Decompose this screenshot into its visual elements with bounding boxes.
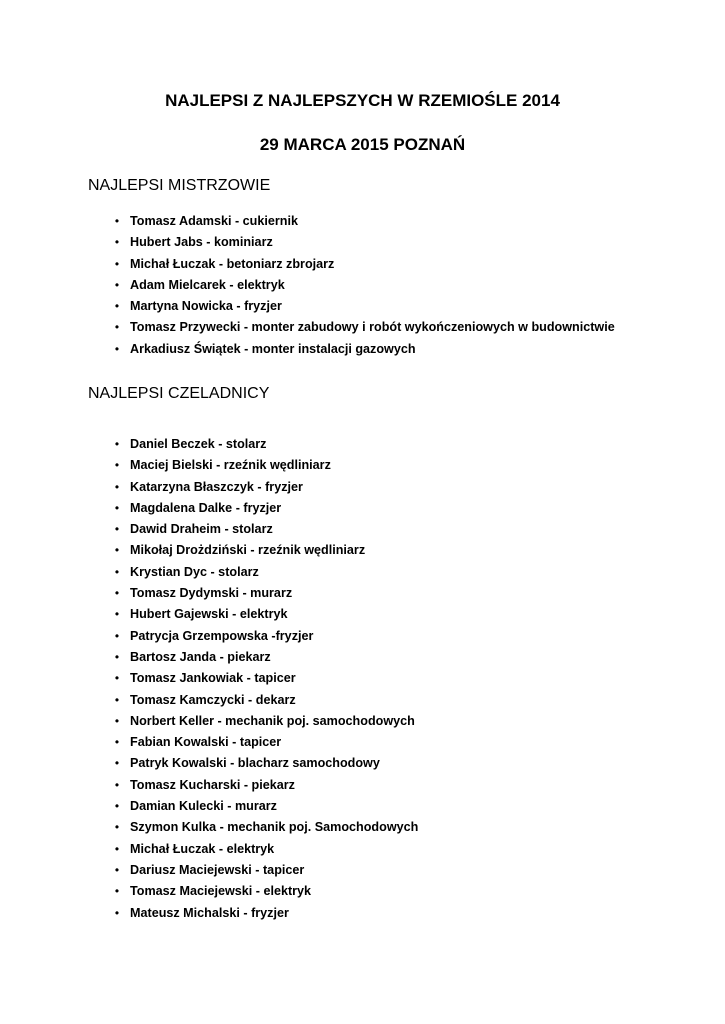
list-item-text: Hubert Gajewski - elektryk — [130, 607, 288, 622]
list-item — [112, 626, 418, 647]
list-item-text: Norbert Keller - mechanik poj. samochodowych — [130, 713, 415, 728]
list-item — [112, 498, 418, 519]
list-item — [112, 647, 418, 668]
bullet-icon: • — [114, 777, 120, 792]
list-item — [112, 881, 418, 902]
list-item-text: Dawid Draheim - stolarz — [130, 522, 273, 537]
list-item — [112, 860, 418, 881]
bullet-icon: • — [114, 214, 120, 228]
czeladnicy-list — [112, 434, 418, 924]
list-item — [112, 604, 418, 625]
list-item-text: Magdalena Dalke - fryzjer — [130, 500, 282, 515]
list-item — [112, 232, 615, 253]
bullet-icon: • — [114, 713, 120, 728]
bullet-icon: • — [114, 628, 120, 643]
bullet-icon: • — [114, 649, 120, 664]
bullet-icon: • — [114, 841, 120, 856]
list-item — [112, 732, 418, 753]
bullet-icon: • — [114, 607, 120, 622]
list-item — [112, 540, 418, 561]
list-item-text: Krystian Dyc - stolarz — [130, 564, 259, 579]
list-item — [112, 211, 615, 232]
list-item — [112, 583, 418, 604]
list-item-text: Tomasz Przywecki - monter zabudowy i robót wykończeniowych w budownictwie — [130, 320, 615, 335]
list-item-text: Damian Kulecki - murarz — [130, 799, 277, 814]
bullet-icon: • — [114, 341, 120, 356]
page-subtitle-date-location: 29 MARCA 2015 POZNAŃ — [259, 135, 466, 154]
list-item-text: Maciej Bielski - rzeźnik wędliniarz — [130, 458, 331, 473]
list-item-text: Tomasz Dydymski - murarz — [130, 586, 293, 601]
list-item-text: Adam Mielcarek - elektryk — [130, 277, 285, 292]
list-item-text: Daniel Beczek - stolarz — [130, 437, 267, 451]
list-item — [112, 339, 615, 360]
bullet-icon: • — [114, 500, 120, 515]
list-item-text: Tomasz Jankowiak - tapicer — [130, 671, 296, 686]
list-item — [112, 903, 418, 924]
section-heading-czeladnicy: NAJLEPSI CZELADNICY — [88, 385, 270, 402]
list-item — [112, 254, 615, 275]
list-item — [112, 434, 418, 455]
list-item-text: Tomasz Maciejewski - elektryk — [130, 884, 312, 899]
list-item-text: Mikołaj Drożdziński - rzeźnik wędliniarz — [130, 543, 366, 558]
list-item-text: Dariusz Maciejewski - tapicer — [130, 862, 305, 877]
list-item-text: Tomasz Kamczycki - dekarz — [130, 692, 296, 707]
bullet-icon: • — [114, 905, 120, 920]
bullet-icon: • — [114, 277, 120, 292]
section-heading-mistrzowie: NAJLEPSI MISTRZOWIE — [88, 177, 271, 194]
bullet-icon: • — [114, 543, 120, 558]
list-item — [112, 317, 615, 338]
list-item — [112, 817, 418, 838]
list-item-text: Michał Łuczak - betoniarz zbrojarz — [130, 256, 335, 271]
bullet-icon: • — [114, 586, 120, 601]
bullet-icon: • — [114, 756, 120, 771]
list-item — [112, 753, 418, 774]
list-item — [112, 519, 418, 540]
list-item — [112, 839, 418, 860]
bullet-icon: • — [114, 884, 120, 899]
list-item — [112, 775, 418, 796]
list-item — [112, 455, 418, 476]
list-item-text: Arkadiusz Świątek - monter instalacji gazowych — [130, 341, 416, 356]
bullet-icon: • — [114, 522, 120, 537]
list-item-text: Fabian Kowalski - tapicer — [130, 735, 282, 750]
bullet-icon: • — [114, 564, 120, 579]
list-item-text: Katarzyna Błaszczyk - fryzjer — [130, 479, 303, 494]
list-item-text: Szymon Kulka - mechanik poj. Samochodowych — [130, 820, 419, 835]
bullet-icon: • — [114, 320, 120, 335]
list-item — [112, 668, 418, 689]
bullet-icon: • — [114, 735, 120, 750]
list-item — [112, 711, 418, 732]
list-item — [112, 796, 418, 817]
list-item — [112, 690, 418, 711]
list-item — [112, 477, 418, 498]
bullet-icon: • — [114, 799, 120, 814]
bullet-icon: • — [114, 671, 120, 686]
bullet-icon: • — [114, 299, 120, 314]
bullet-icon: • — [114, 820, 120, 835]
list-item-text: Martyna Nowicka - fryzjer — [130, 299, 282, 314]
mistrzowie-list — [112, 211, 615, 360]
list-item-text: Tomasz Adamski - cukiernik — [130, 214, 298, 228]
list-item — [112, 296, 615, 317]
bullet-icon: • — [114, 692, 120, 707]
bullet-icon: • — [114, 235, 120, 250]
list-item-text: Hubert Jabs - kominiarz — [130, 235, 273, 250]
list-item-text: Patrycja Grzempowska -fryzjer — [130, 628, 314, 643]
list-item — [112, 562, 418, 583]
page-title: NAJLEPSI Z NAJLEPSZYCH W RZEMIOŚLE 2014 — [165, 91, 560, 110]
bullet-icon: • — [114, 862, 120, 877]
list-item — [112, 275, 615, 296]
bullet-icon: • — [114, 479, 120, 494]
bullet-icon: • — [114, 256, 120, 271]
list-item-text: Michał Łuczak - elektryk — [130, 841, 275, 856]
bullet-icon: • — [114, 437, 120, 451]
list-item-text: Mateusz Michalski - fryzjer — [130, 905, 289, 920]
list-item-text: Bartosz Janda - piekarz — [130, 649, 271, 664]
list-item-text: Tomasz Kucharski - piekarz — [130, 777, 295, 792]
list-item-text: Patryk Kowalski - blacharz samochodowy — [130, 756, 380, 771]
bullet-icon: • — [114, 458, 120, 473]
